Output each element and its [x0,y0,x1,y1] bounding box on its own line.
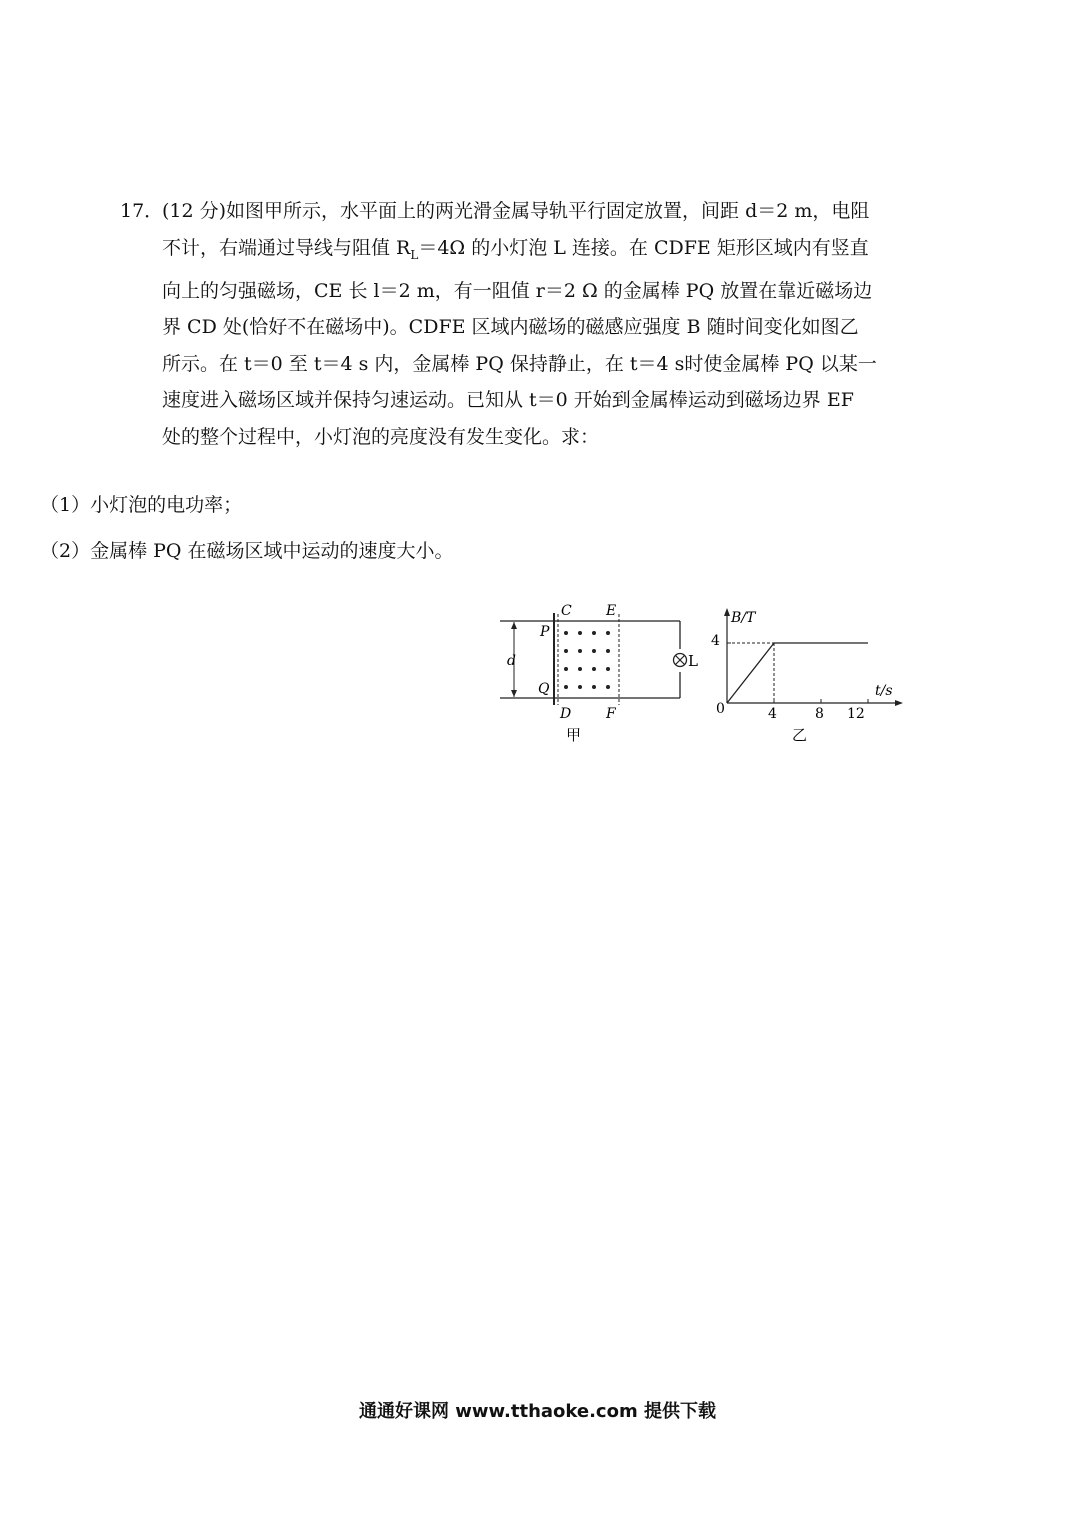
subquestion-1: （1）小灯泡的电功率； [40,494,243,516]
x-axis-label: t/s [875,683,893,699]
footer-source: 通通好课网 www.tthaoke.com 提供下载 [359,1401,716,1422]
figure-yi [705,605,905,745]
label-q: Q [538,681,550,697]
tick-marks [727,643,868,703]
question-line-7: 处的整个过程中，小灯泡的亮度没有发生变化。求： [162,425,600,448]
question-line-2a: 不计，右端通过导线与阻值 R [162,236,411,259]
lamp-icon [674,654,687,667]
question-number: 17． [120,200,164,222]
question-line-2b: ＝4Ω 的小灯泡 L 连接。在 CDFE 矩形区域内有竖直 [418,236,869,259]
label-d: d [507,653,516,669]
origin-label: 0 [716,701,725,717]
y-axis-label: B/T [731,610,756,626]
question-line-5: 所示。在 t＝0 至 t＝4 s 内，金属棒 PQ 保持静止，在 t＝4 s时使金属棒 PQ 以某一 [162,352,877,375]
caption-yi: 乙 [792,726,808,744]
y-tick-label-4: 4 [711,633,720,649]
label-e: E [606,603,617,619]
lamp-label: L [688,652,698,670]
label-p: P [540,624,550,640]
question-line-6: 速度进入磁场区域并保持匀速运动。已知从 t＝0 开始到金属棒运动到磁场边界 EF [162,389,854,412]
magnetic-field-dots [564,631,610,689]
question-line-3: 向上的匀强磁场，CE 长 l＝2 m，有一阻值 r＝2 Ω 的金属棒 PQ 放置在靠近磁场边 [162,279,873,302]
caption-jia: 甲 [566,726,582,744]
x-tick-label-8: 8 [815,706,824,722]
subquestion-2: （2）金属棒 PQ 在磁场区域中运动的速度大小。 [40,540,454,562]
question-line-4: 界 CD 处(恰好不在磁场中)。CDFE 区域内磁场的磁感应强度 B 随时间变化如图乙 [162,316,859,339]
label-d-point: D [560,706,572,722]
figure-jia [490,598,705,748]
resistor-subscript: L [410,247,419,262]
x-tick-label-4: 4 [768,706,777,722]
b-t-curve [727,643,868,703]
label-c: C [561,603,572,619]
x-tick-label-12: 12 [847,706,865,722]
label-f: F [606,706,616,722]
question-body [162,193,965,455]
question-line-1: (12 分)如图甲所示，水平面上的两光滑金属导轨平行固定放置，间距 d＝2 m，电阻 [162,200,870,222]
question-line-2 [162,230,965,273]
